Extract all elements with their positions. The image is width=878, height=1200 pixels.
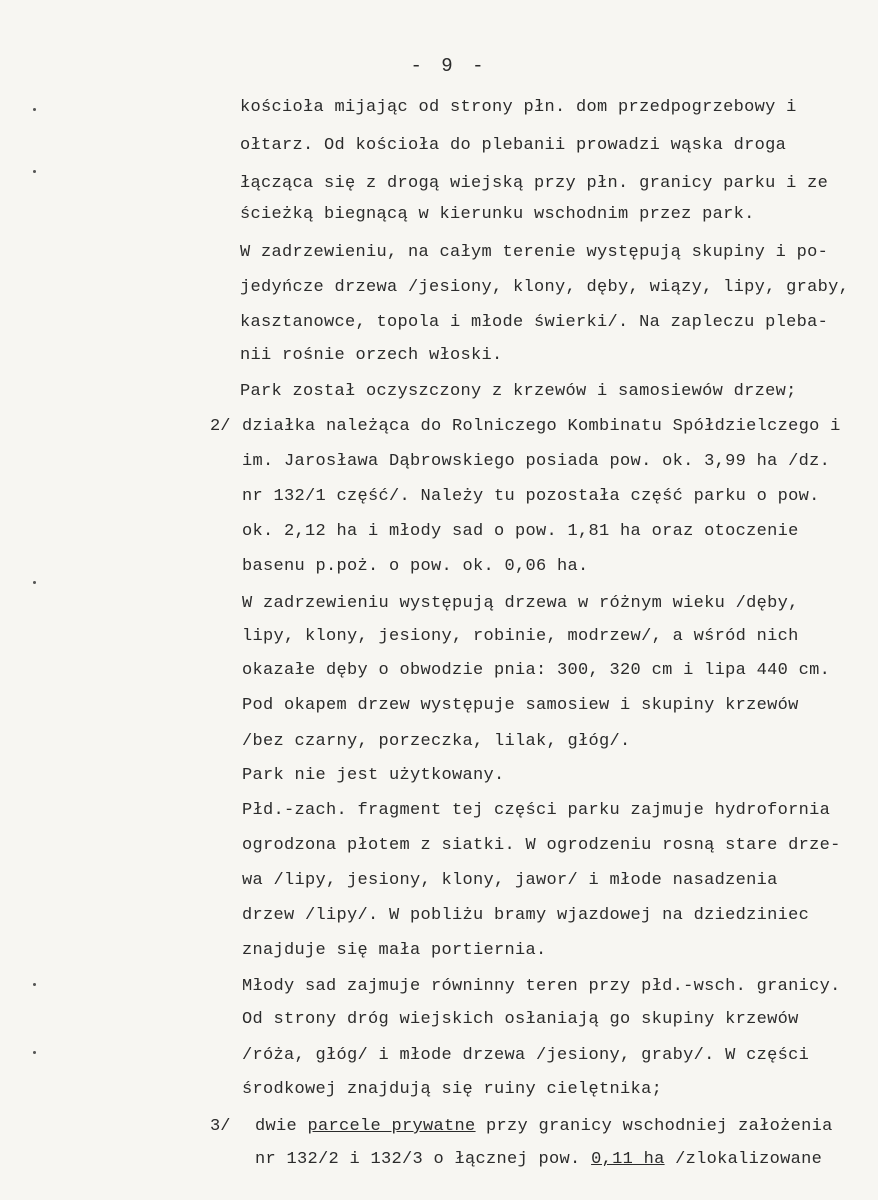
text-line-parcels	[255, 1117, 833, 1137]
margin-mark	[33, 1051, 36, 1054]
text-line: Park nie jest użytkowany.	[242, 766, 505, 785]
item-marker-3: 3/	[210, 1117, 231, 1136]
text-span: /zlokalizowane	[664, 1150, 823, 1169]
text-line: nii rośnie orzech włoski.	[240, 346, 503, 365]
margin-mark	[33, 581, 36, 584]
text-line: łącząca się z drogą wiejską przy płn. granicy parku i ze	[240, 174, 829, 193]
text-line: im. Jarosława Dąbrowskiego posiada pow. ok. 3,99 ha /dz.	[242, 452, 831, 471]
underlined-text: parcele prywatne	[307, 1117, 476, 1136]
text-line: drzew /lipy/. W pobliżu bramy wjazdowej na dziedziniec	[242, 906, 810, 925]
text-line: wa /lipy, jesiony, klony, jawor/ i młode nasadzenia	[242, 871, 778, 890]
text-line: środkowej znajdują się ruiny cielętnika;	[242, 1080, 663, 1099]
text-line: basenu p.poż. o pow. ok. 0,06 ha.	[242, 557, 589, 576]
text-line: działka należąca do Rolniczego Kombinatu Spółdzielczego i	[242, 417, 841, 436]
item-marker-2: 2/	[210, 417, 231, 436]
text-line: Pod okapem drzew występuje samosiew i skupiny krzewów	[242, 696, 799, 715]
text-line: lipy, klony, jesiony, robinie, modrzew/, a wśród nich	[242, 627, 799, 646]
text-line: znajduje się mała portiernia.	[242, 941, 547, 960]
underlined-text: 0,11 ha	[591, 1150, 665, 1169]
text-span: dwie	[255, 1117, 308, 1136]
text-line: kościoła mijając od strony płn. dom przedpogrzebowy i	[240, 98, 797, 117]
text-line: Młody sad zajmuje równinny teren przy płd.-wsch. granicy.	[242, 977, 841, 996]
text-line: ołtarz. Od kościoła do plebanii prowadzi wąska droga	[240, 136, 787, 155]
text-line: kasztanowce, topola i młode świerki/. Na zapleczu pleba-	[240, 313, 829, 332]
text-line: Płd.-zach. fragment tej części parku zajmuje hydrofornia	[242, 801, 831, 820]
text-line: jedyńcze drzewa /jesiony, klony, dęby, wiązy, lipy, graby,	[240, 278, 850, 297]
text-line: okazałe dęby o obwodzie pnia: 300, 320 cm i lipa 440 cm.	[242, 661, 831, 680]
text-line: ścieżką biegnącą w kierunku wschodnim przez park.	[240, 205, 755, 224]
text-line: /bez czarny, porzeczka, lilak, głóg/.	[242, 732, 631, 751]
text-line: /róża, głóg/ i młode drzewa /jesiony, graby/. W części	[242, 1046, 810, 1065]
text-line: W zadrzewieniu występują drzewa w różnym wieku /dęby,	[242, 594, 799, 613]
margin-mark	[33, 983, 36, 986]
text-line: ok. 2,12 ha i młody sad o pow. 1,81 ha oraz otoczenie	[242, 522, 799, 541]
text-line: W zadrzewieniu, na całym terenie występują skupiny i po-	[240, 243, 829, 262]
margin-mark	[33, 170, 36, 173]
text-span: nr 132/2 i 132/3 o łącznej pow.	[255, 1150, 592, 1169]
margin-mark	[33, 108, 36, 111]
text-line: Park został oczyszczony z krzewów i samosiewów drzew;	[240, 382, 797, 401]
text-line-area	[255, 1150, 822, 1170]
page-number: - 9 -	[410, 55, 488, 77]
text-span: przy granicy wschodniej założenia	[475, 1117, 833, 1136]
text-line: ogrodzona płotem z siatki. W ogrodzeniu rosną stare drze-	[242, 836, 841, 855]
text-line: nr 132/1 część/. Należy tu pozostała część parku o pow.	[242, 487, 820, 506]
text-line: Od strony dróg wiejskich osłaniają go skupiny krzewów	[242, 1010, 799, 1029]
